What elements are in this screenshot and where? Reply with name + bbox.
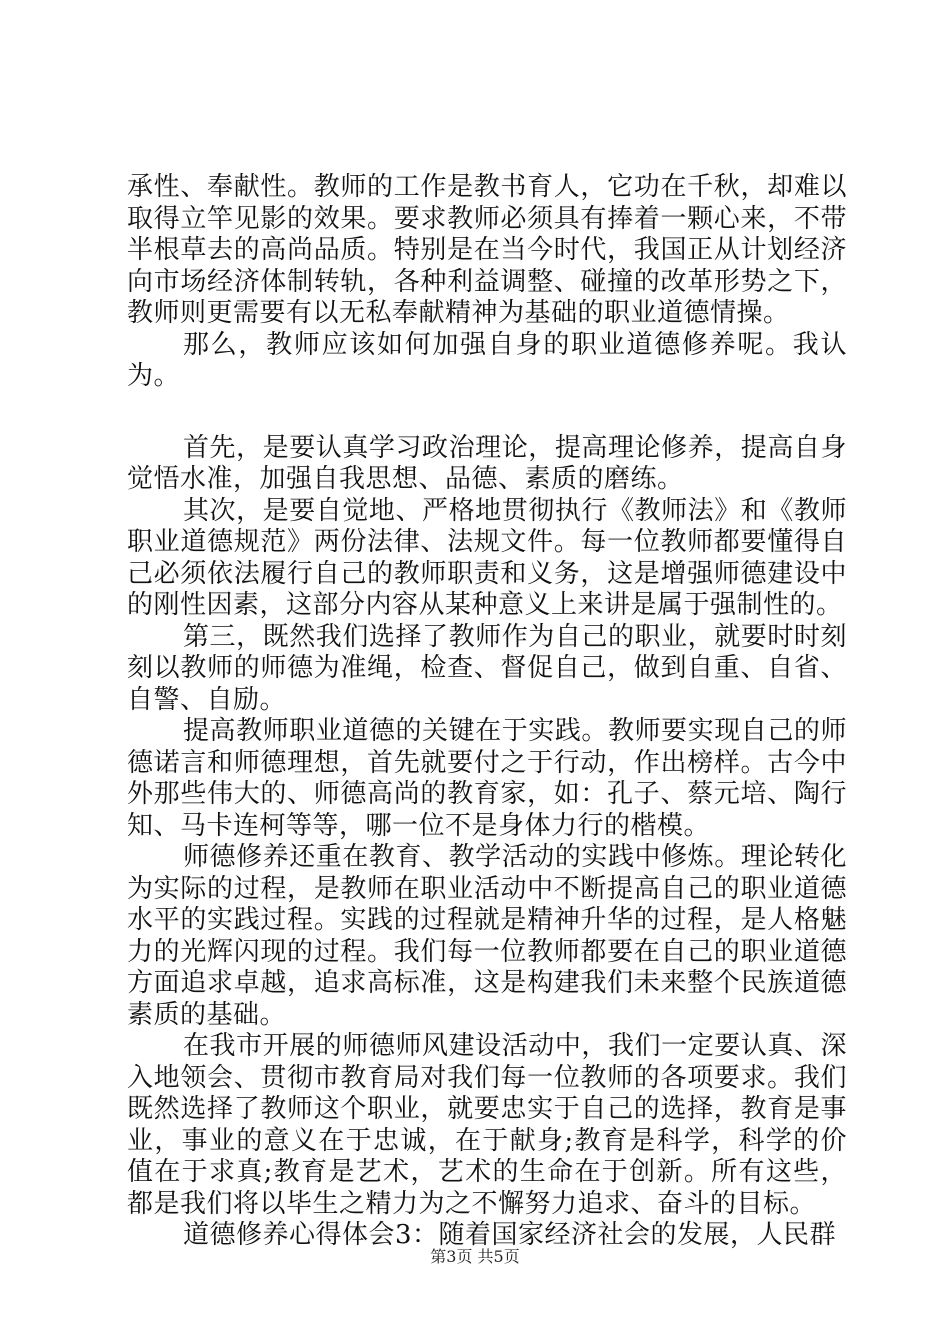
paragraph-campaign: 在我市开展的师德师风建设活动中，我们一定要认真、深入地领会、贯彻市教育局对我们每一位教师的各项要求。我们既然选择了教师这个职业，就要忠实于自己的选择，教育是事业，事业的意义在于忠诚，在于献身;教育是科学，科学的价值在于求真;教育是艺术，艺术的生命在于创新。所有这些，都是我们将以毕生之精力为之不懈努力追求、奋斗的目标。 xyxy=(127,1031,847,1219)
paragraph-practice: 提高教师职业道德的关键在于实践。教师要实现自己的师德诺言和师德理想，首先就要付之于行动，作出榜样。古今中外那些伟大的、师德高尚的教育家，如：孔子、蔡元培、陶行知、马卡连柯等等，哪一位不是身体力行的楷模。 xyxy=(127,716,847,841)
page-number-footer: 第3页 共5页 xyxy=(430,1247,520,1266)
document-body xyxy=(127,172,847,1252)
paragraph-first: 首先，是要认真学习政治理论，提高理论修养，提高自身觉悟水准，加强自我思想、品德、素质的磨练。 xyxy=(127,432,847,494)
paragraph-second: 其次，是要自觉地、严格地贯彻执行《教师法》和《教师职业道德规范》两份法律、法规文件。每一位教师都要懂得自己必须依法履行自己的教师职责和义务，这是增强师德建设中的刚性因素，这部分内容从某种意义上来讲是属于强制性的。 xyxy=(127,495,847,620)
paragraph-essay-three: 道德修养心得体会3：随着国家经济社会的发展，人民群 xyxy=(183,1220,837,1250)
paragraph-continuation: 承性、奉献性。教师的工作是教书育人，它功在千秋，却难以取得立竿见影的效果。要求教师必须具有捧着一颗心来，不带半根草去的高尚品质。特别是在当今时代，我国正从计划经济向市场经济体制转轨，各种利益调整、碰撞的改革形势之下，教师则更需要有以无私奉献精神为基础的职业道德情操。 xyxy=(127,172,847,328)
paragraph-cultivation: 师德修养还重在教育、教学活动的实践中修炼。理论转化为实际的过程，是教师在职业活动中不断提高自己的职业道德水平的实践过程。实践的过程就是精神升华的过程，是人格魅力的光辉闪现的过程。我们每一位教师都要在自己的职业道德方面追求卓越，追求高标准，这是构建我们未来整个民族道德素质的基础。 xyxy=(127,842,847,1030)
paragraph-question: 那么，教师应该如何加强自身的职业道德修养呢。我认为。 xyxy=(127,329,847,391)
paragraph-third: 第三，既然我们选择了教师作为自己的职业，就要时时刻刻以教师的师德为准绳，检查、督促自己，做到自重、自省、自警、自励。 xyxy=(127,621,847,715)
paragraph-gap xyxy=(127,393,847,433)
